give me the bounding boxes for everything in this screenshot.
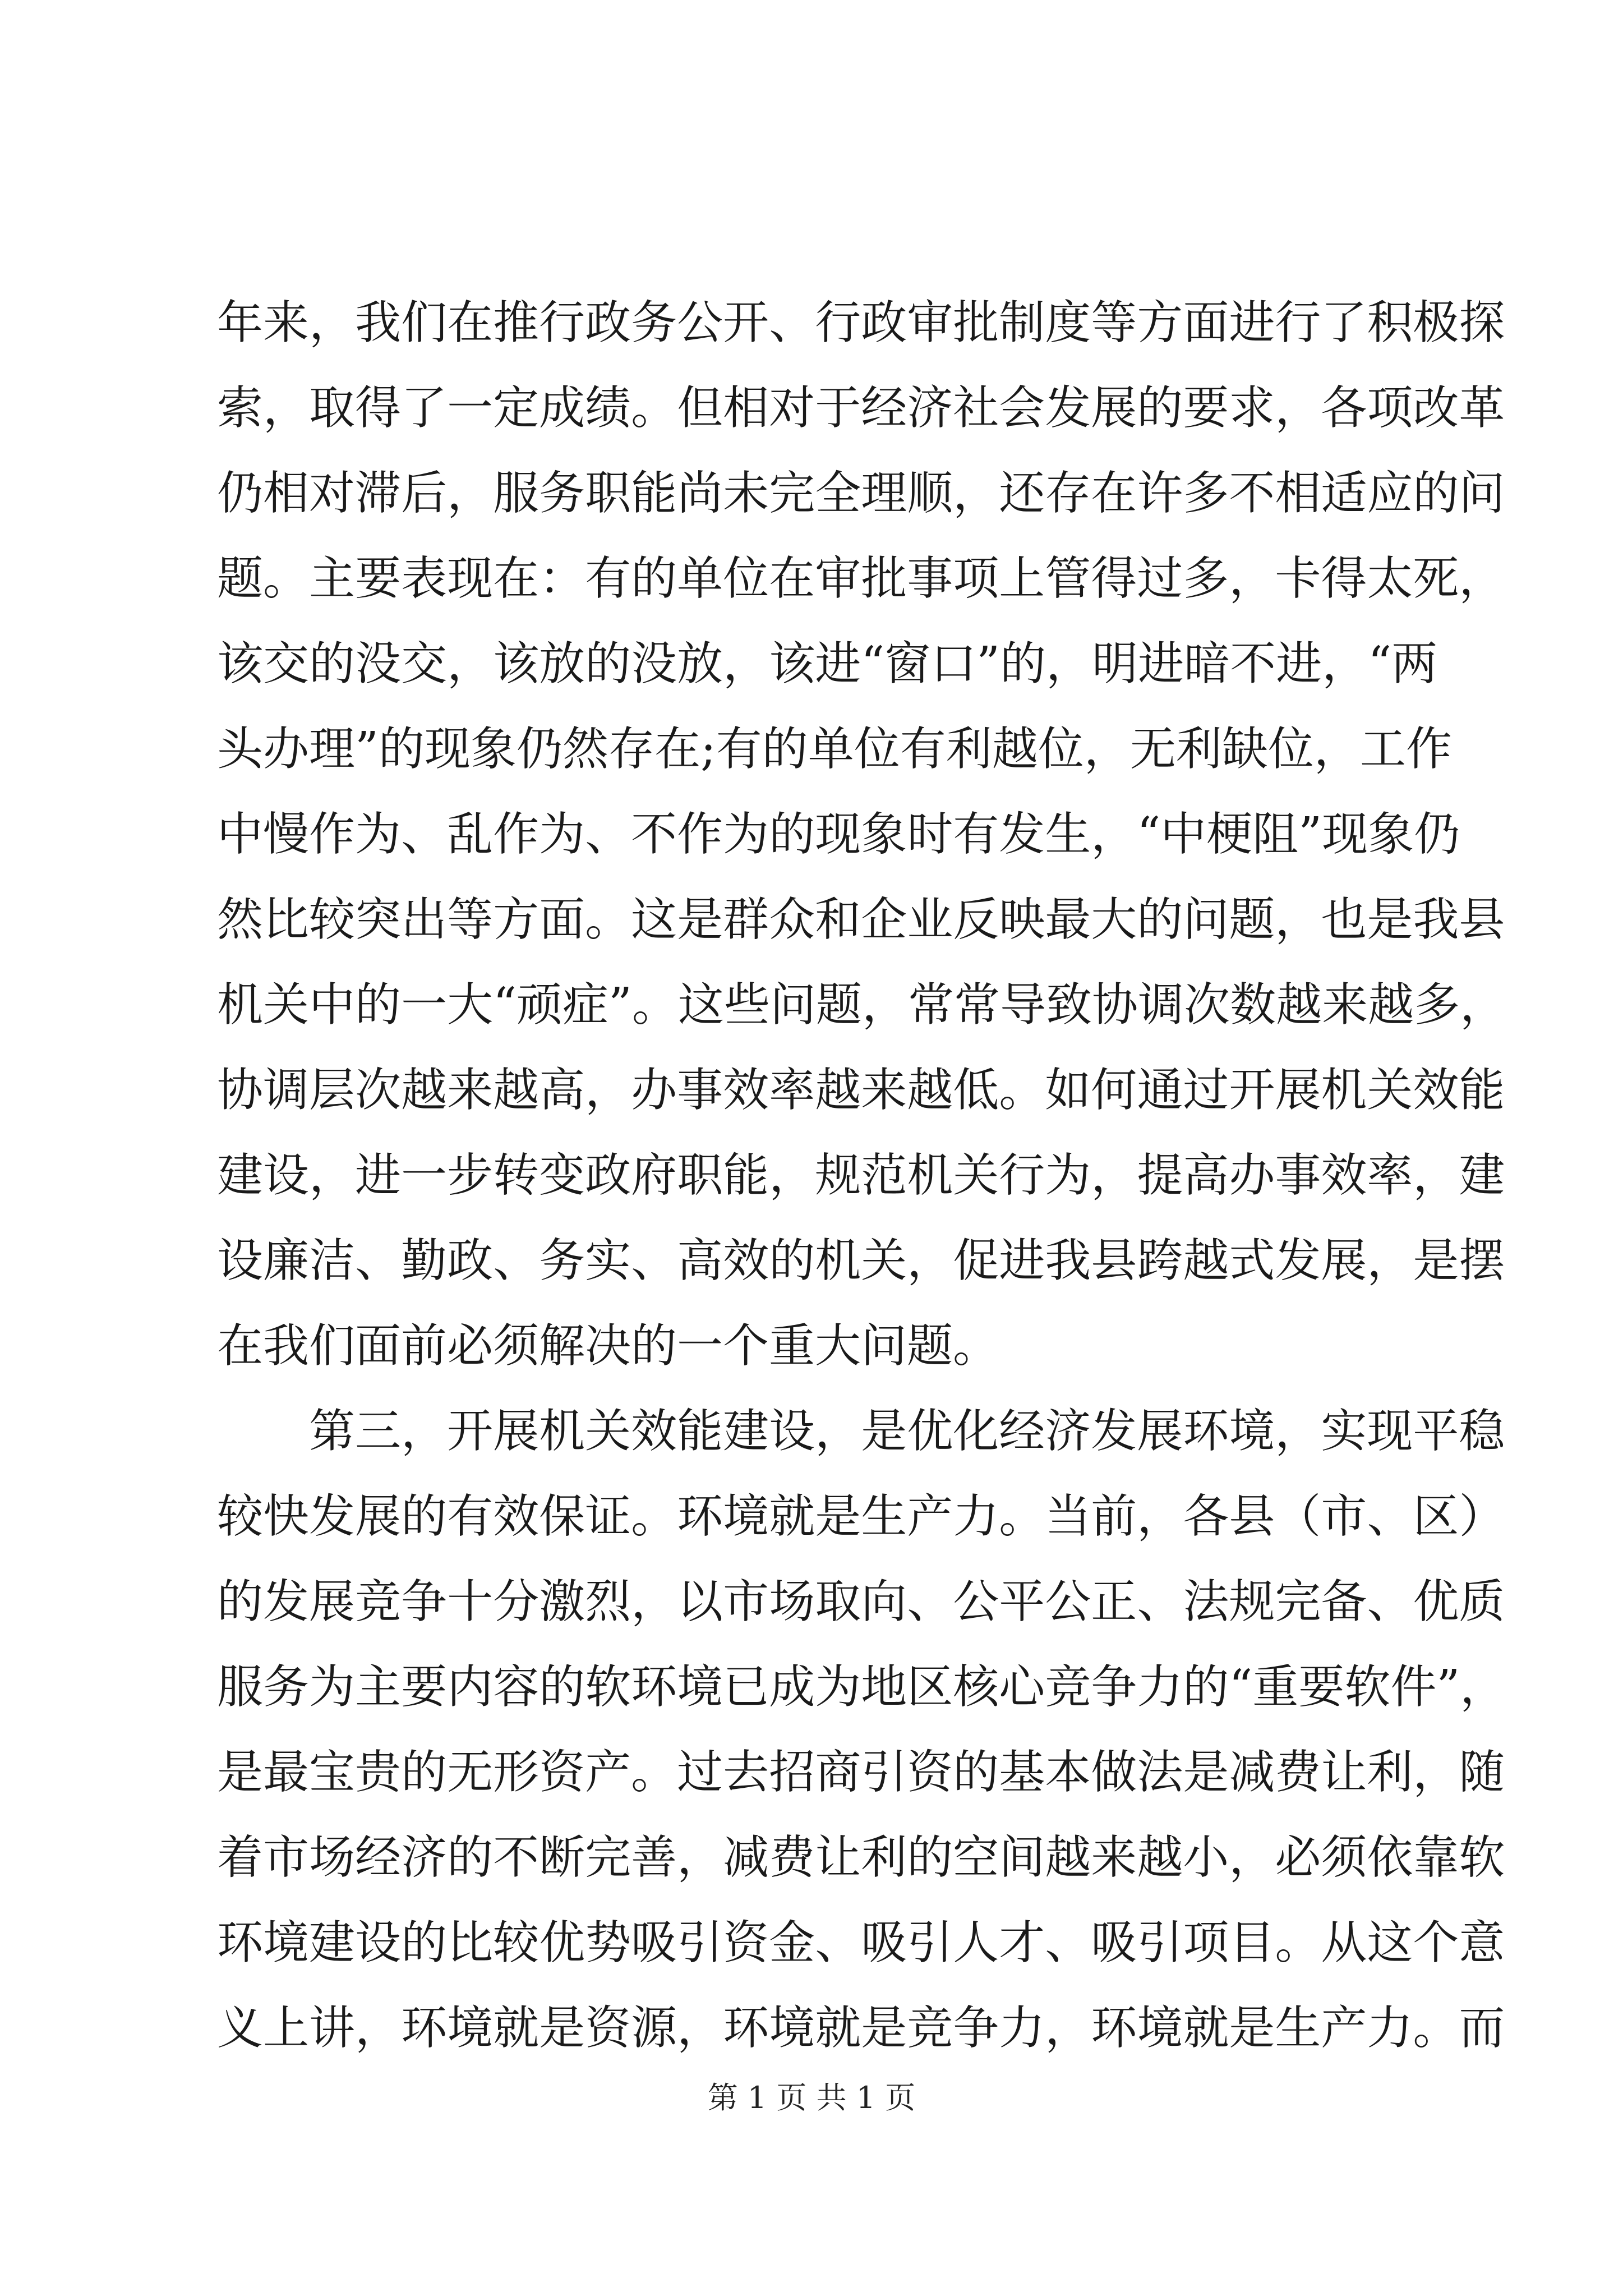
text-line: 设 廉 洁 、 勤 政 、 务 实 、 高 效 的 机 关 ， 促 进 我 县 跨 越 式 发 展 ， 是 摆 [217,1234,1505,1287]
text-line: 机 关 中 的 一 大 “ 顽 症 ” 。 这 些 问 题 ， 常 常 导 致 协 调 次 数 越 来 越 多 ， [217,978,1506,1032]
text-line: 中 慢 作 为 、 乱 作 为 、 不 作 为 的 现 象 时 有 发 生 ， “ 中 梗 阻 ” 现 象 仍 [217,808,1460,861]
paragraph [217,280,1506,1389]
text-line: 较 快 发 展 的 有 效 保 证 。 环 境 就 是 生 产 力 。 当 前 ， 各 县 （ 市 、 区 ） [217,1490,1505,1543]
text-line: 年 来 ， 我 们 在 推 行 政 务 公 开 、 行 政 审 批 制 度 等 方 面 进 行 了 积 极 探 [217,296,1505,349]
text-line: 题 。 主 要 表 现 在 ： 有 的 单 位 在 审 批 事 项 上 管 得 过 多 ， 卡 得 太 死 ， [217,552,1505,605]
text-line: 索 ， 取 得 了 一 定 成 绩 。 但 相 对 于 经 济 社 会 发 展 的 要 求 ， 各 项 改 革 [217,381,1505,435]
text-line: 仍 相 对 滞 后 ， 服 务 职 能 尚 未 完 全 理 顺 ， 还 存 在 许 多 不 相 适 应 的 问 [217,467,1505,520]
text-line: 建 设 ， 进 一 步 转 变 政 府 职 能 ， 规 范 机 关 行 为 ， 提 高 办 事 效 率 ， 建 [217,1149,1505,1202]
text-line: 然 比 较 突 出 等 方 面 。 这 是 群 众 和 企 业 反 映 最 大 的 问 题 ， 也 是 我 县 [217,893,1505,946]
text-line: 头 办 理 ” 的 现 象 仍 然 存 在 ; 有 的 单 位 有 利 越 位 ， 无 利 缺 位 ， 工 作 [217,723,1452,776]
text-line: 的 发 展 竞 争 十 分 激 烈 ， 以 市 场 取 向 、 公 平 公 正 、 法 规 完 备 、 优 质 [217,1575,1505,1628]
text-line: 是 最 宝 贵 的 无 形 资 产 。 过 去 招 商 引 资 的 基 本 做 法 是 减 费 让 利 ， 随 [217,1746,1505,1799]
text-line: 该 交 的 没 交 ， 该 放 的 没 放 ， 该 进 “ 窗 口 ” 的 ， 明 进 暗 不 进 ， “ 两 [217,637,1438,691]
page-footer: 第 1 页 共 1 页 [707,2080,916,2115]
text-line: 在我们面前必须解决的一个重大问题。 [217,1319,999,1373]
text-line: 协 调 层 次 越 来 越 高 ， 办 事 效 率 越 来 越 低 。 如 何 通 过 开 展 机 关 效 能 [217,1064,1505,1117]
body-text [217,280,1506,2071]
paragraph [217,1389,1506,2071]
text-line: 环 境 建 设 的 比 较 优 势 吸 引 资 金 、 吸 引 人 才 、 吸 引 项 目 。 从 这 个 意 [217,1916,1505,1970]
text-line: 服 务 为 主 要 内 容 的 软 环 境 已 成 为 地 区 核 心 竞 争 力 的 “ 重 要 软 件 ” ， [217,1660,1506,1714]
text-line: 着 市 场 经 济 的 不 断 完 善 ， 减 费 让 利 的 空 间 越 来 越 小 ， 必 须 依 靠 软 [217,1831,1505,1884]
text-line: 第 三 ， 开 展 机 关 效 能 建 设 ， 是 优 化 经 济 发 展 环 境 ， 实 现 平 稳 [309,1405,1505,1458]
text-line: 义 上 讲 ， 环 境 就 是 资 源 ， 环 境 就 是 竞 争 力 ， 环 境 就 是 生 产 力 。 而 [217,2001,1505,2055]
